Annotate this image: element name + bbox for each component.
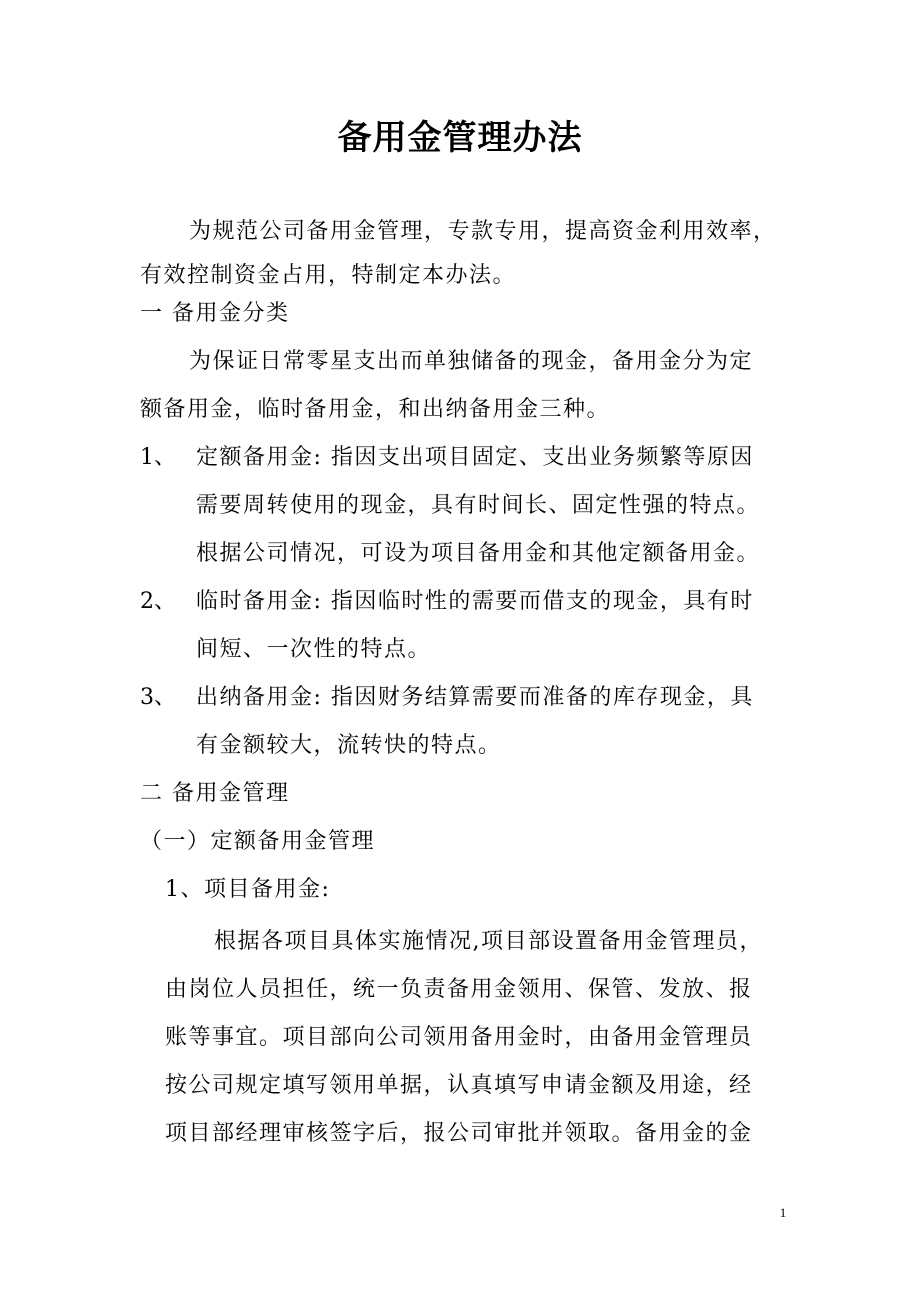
section-1-heading: 一 备用金分类 <box>140 301 290 326</box>
intro-line-1: 为规范公司备用金管理，专款专用，提高资金利用效率， <box>189 219 777 244</box>
page-number: 1 <box>779 1205 787 1220</box>
section-2-para-line-1: 根据各项目具体实施情况,项目部设置备用金管理员， <box>214 929 763 954</box>
list-item-1-number: 1、 <box>140 445 176 470</box>
section-2-para-line-3: 账等事宜。项目部向公司领用备用金时，由备用金管理员 <box>165 1025 753 1050</box>
section-2-heading: 二 备用金管理 <box>140 781 290 806</box>
section-2-para-line-2: 由岗位人员担任，统一负责备用金领用、保管、发放、报 <box>165 977 753 1002</box>
section-2-item-heading: 1、项目备用金: <box>165 877 331 902</box>
document-title: 备用金管理办法 <box>337 118 583 158</box>
list-item-1-line-2: 需要周转使用的现金，具有时间长、固定性强的特点。 <box>196 493 761 518</box>
list-item-3-line-1: 出纳备用金: 指因财务结算需要而准备的库存现金，具 <box>196 685 754 710</box>
list-item-1-line-3: 根据公司情况，可设为项目备用金和其他定额备用金。 <box>196 541 761 566</box>
list-item-1-line-1: 定额备用金: 指因支出项目固定、支出业务频繁等原因 <box>196 445 754 470</box>
list-item-3-line-2: 有金额较大，流转快的特点。 <box>196 733 502 758</box>
list-item-2-number: 2、 <box>140 589 176 614</box>
section-2-para-line-5: 项目部经理审核签字后，报公司审批并领取。备用金的金 <box>165 1121 753 1146</box>
section-2-para-line-4: 按公司规定填写领用单据，认真填写申请金额及用途，经 <box>165 1073 753 1098</box>
list-item-2-line-2: 间短、一次性的特点。 <box>196 637 432 662</box>
section-2-subheading: （一）定额备用金管理 <box>140 829 376 854</box>
section-1-para-line-1: 为保证日常零星支出而单独储备的现金，备用金分为定 <box>189 349 754 374</box>
section-1-para-line-2: 额备用金，临时备用金，和出纳备用金三种。 <box>140 397 611 422</box>
intro-line-2: 有效控制资金占用，特制定本办法。 <box>140 263 517 288</box>
list-item-2-line-1: 临时备用金: 指因临时性的需要而借支的现金，具有时 <box>196 589 754 614</box>
list-item-3-number: 3、 <box>140 685 176 710</box>
